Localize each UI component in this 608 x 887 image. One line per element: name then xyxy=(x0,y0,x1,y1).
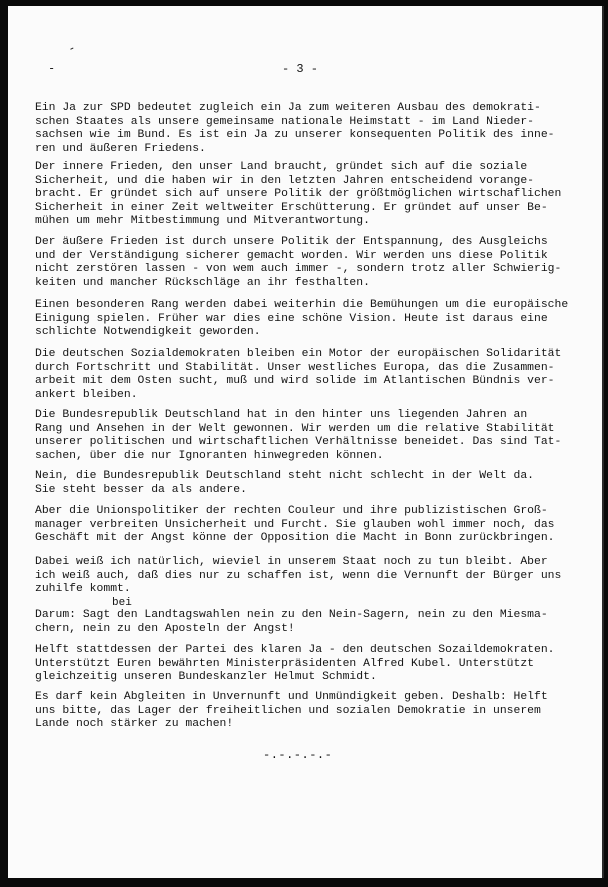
paragraph: Es darf kein Abgleiten in Unvernunft und Unmündigkeit geben. Deshalb: Helft uns bitte, das Lager der freiheitlichen und sozialen Demokratie in unserem Lande noch stärker zu machen! xyxy=(35,691,548,731)
end-mark: -.-.-.-.- xyxy=(263,748,333,762)
paragraph: Der innere Frieden, den unser Land braucht, gründet sich auf die soziale Sicherheit, und die haben wir in den letzten Jahren entscheidend vorange- bracht. Er gründet sich auf unsere Politik der größtmöglichen wirtschaflichen Sicherheit in einer Zeit weltweiter Erschütterung. Er gründet auf unser Be- mühen um mehr Mitbestimmung und Mitverantwortung. xyxy=(35,161,562,228)
paragraph: Die deutschen Sozialdemokraten bleiben ein Motor der europäischen Solidarität durch Fortschritt und Stabilität. Unser westliches Europa, das die Zusammen- arbeit mit dem Osten sucht, muß und wird solide im Atlantischen Bündnis ver- ankert bleiben. xyxy=(35,348,562,401)
paragraph: Helft stattdessen der Partei des klaren Ja - den deutschen Sozaildemokraten. Unterstützt Euren bewährten Ministerpräsidenten Alfred Kubel. Unterstützt gleichzeitig unseren Bundeskanzler Helmut Schmidt. xyxy=(35,644,555,684)
paragraph: Nein, die Bundesrepublik Deutschland steht nicht schlecht in der Welt da. Sie steht besser da als andere. xyxy=(35,470,534,496)
page-number: - 3 - xyxy=(282,62,319,76)
stray-mark: - xyxy=(48,61,56,75)
paragraph: Einen besonderen Rang werden dabei weiterhin die Bemühungen um die europäische Einigung spielen. Früher war dies eine schöne Vision. Heute ist daraus eine schlichte Notwendigkeit geworden. xyxy=(35,299,569,339)
paragraph: Ein Ja zur SPD bedeutet zugleich ein Ja zum weiteren Ausbau des demokrati- schen Staates als unsere gemeinsame nationale Heimstatt - im Land Nieder- sachsen wie im Bund. Es ist ein Ja zu unserer konsequenten Politik des inne- ren und äußeren Friedens. xyxy=(35,102,555,155)
document-page xyxy=(8,6,604,878)
paragraph: Aber die Unionspolitiker der rechten Couleur und ihre publizistischen Groß- manager verbreiten Unsicherheit und Furcht. Sie glauben wohl immer noch, das Geschäft mit der Angst könne der Opposition die Macht in Bonn zurückbringen. xyxy=(35,505,555,545)
handwritten-insert: bei xyxy=(112,597,132,609)
paragraph: Dabei weiß ich natürlich, wieviel in unserem Staat noch zu tun bleibt. Aber ich weiß auch, daß dies nur zu schaffen ist, wenn die Vernunft der Bürger uns zuhilfe kommt. xyxy=(35,556,562,596)
stray-mark: - xyxy=(65,40,78,56)
paragraph: Darum: Sagt den Landtagswahlen nein zu den Nein-Sagern, nein zu den Miesma- chern, nein zu den Aposteln der Angst! xyxy=(35,609,548,635)
paragraph: Die Bundesrepublik Deutschland hat in den hinter uns liegenden Jahren an Rang und Ansehen in der Welt gewonnen. Wir werden um die relative Stabilität unserer politischen und wirtschaftlichen Verhältnisse beneidet. Das sind Tat- sachen, über die nur Ignoranten hinwegreden können. xyxy=(35,409,562,462)
paragraph: Der äußere Frieden ist durch unsere Politik der Entspannung, des Ausgleichs und der Verständigung sicherer gemacht worden. Wir werden uns diese Politik nicht zerstören lassen - von wem auch immer -, sondern trotz aller Schwierig- keiten und mancher Rückschläge an ihr festhalten. xyxy=(35,236,562,289)
